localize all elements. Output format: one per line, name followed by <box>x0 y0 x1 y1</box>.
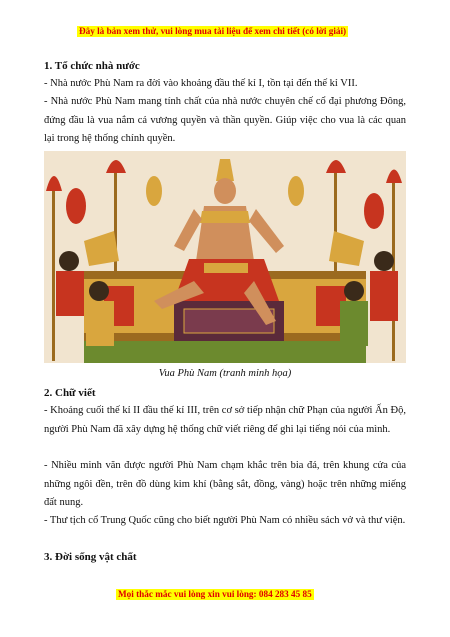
section-1-heading: 1. Tổ chức nhà nước <box>44 60 140 72</box>
preview-notice-banner: Đây là bản xem thử, vui lòng mua tài liệu để xem chi tiết (có lời giải) <box>79 26 347 36</box>
section-2-paragraph-2: - Nhiều minh văn được người Phù Nam chạm khắc trên bia đá, trên khung cửa của những ngôi đền, trên đồ dùng kim khí (bằng sắt, đồng, vàng) hoặc trên những miếng đất nung. <box>44 460 406 508</box>
section-1-paragraph-2: - Nhà nước Phù Nam mang tính chất của nhà nước chuyên chế cổ đại phương Đông, đứng đầu là vua nắm cả vương quyền và thần quyền. Giúp việc cho vua là các quan lại trong hệ thống chính quyền. <box>44 96 406 144</box>
section-2-paragraph-1: - Khoảng cuối thế kỉ II đầu thế kỉ III, trên cơ sở tiếp nhận chữ Phạn của người Ấn Độ, người Phù Nam đã xây dựng hệ thống chữ viết riêng để ghi lại tiếng nói của mình. <box>44 405 406 435</box>
section-2-heading: 2. Chữ viết <box>44 387 96 399</box>
figure-caption: Vua Phù Nam (tranh minh họa) <box>158 368 292 379</box>
king-illustration <box>44 151 406 363</box>
section-1-paragraph-1: - Nhà nước Phù Nam ra đời vào khoảng đầu thế kỉ I, tồn tại đến thế kỉ VII. <box>44 78 358 89</box>
section-2-paragraph-3: - Thư tịch cổ Trung Quốc cũng cho biết người Phù Nam có nhiều sách vở và thư viện. <box>44 515 406 526</box>
section-3-heading: 3. Đời sống vật chất <box>44 551 137 563</box>
contact-banner: Mọi thắc mắc vui lòng xin vui lòng: 084 283 45 85 <box>118 589 312 599</box>
